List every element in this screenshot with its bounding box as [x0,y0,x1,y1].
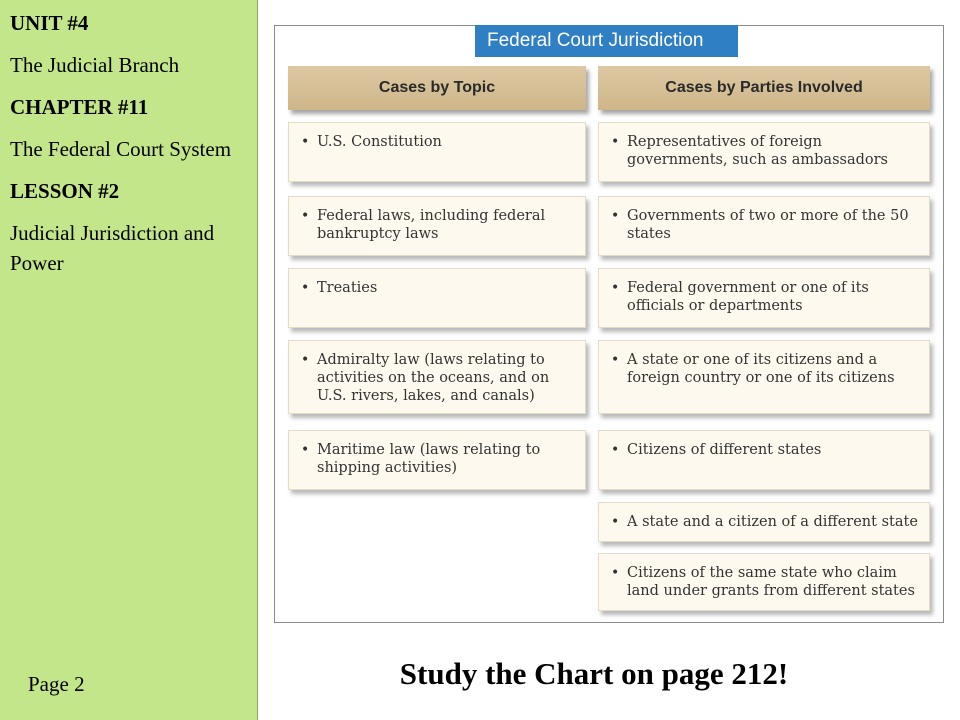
topic-item-constitution: • U.S. Constitution [288,122,586,182]
parties-item-state-and-foreign-country: • A state or one of its citizens and a foreign country or one of its citizens [598,340,930,414]
parties-item-land-grants: • Citizens of the same state who claim land under grants from different states [598,553,930,611]
unit-label: UNIT #4 [10,11,89,35]
chart-title: Federal Court Jurisdiction [475,25,738,57]
study-instruction: Study the Chart on page 212! [399,656,789,691]
topic-item-maritime-law: • Maritime law (laws relating to shipping activities) [288,430,586,490]
parties-item-federal-government: • Federal government or one of its officials or departments [598,268,930,328]
parties-item-state-and-citizen: • A state and a citizen of a different state [598,502,930,542]
topic-column-header: Cases by Topic [288,66,586,110]
chapter-label: CHAPTER #11 [10,95,149,119]
parties-item-foreign-representatives: • Representatives of foreign governments, such as ambassadors [598,122,930,182]
page-number: Page 2 [28,672,85,696]
parties-column-header: Cases by Parties Involved [598,66,930,110]
topic-item-admiralty-law: • Admiralty law (laws relating to activities on the oceans, and on U.S. rivers, lakes, and canals) [288,340,586,414]
lesson-title: Judicial Jurisdiction and Power [10,221,215,275]
topic-item-federal-laws: • Federal laws, including federal bankruptcy laws [288,196,586,256]
sidebar [0,0,258,720]
lesson-label: LESSON #2 [10,179,120,203]
parties-item-state-governments: • Governments of two or more of the 50 states [598,196,930,256]
unit-title: The Judicial Branch [10,53,180,77]
parties-item-citizens-different-states: • Citizens of different states [598,430,930,490]
topic-item-treaties: • Treaties [288,268,586,328]
chapter-title: The Federal Court System [10,137,232,161]
